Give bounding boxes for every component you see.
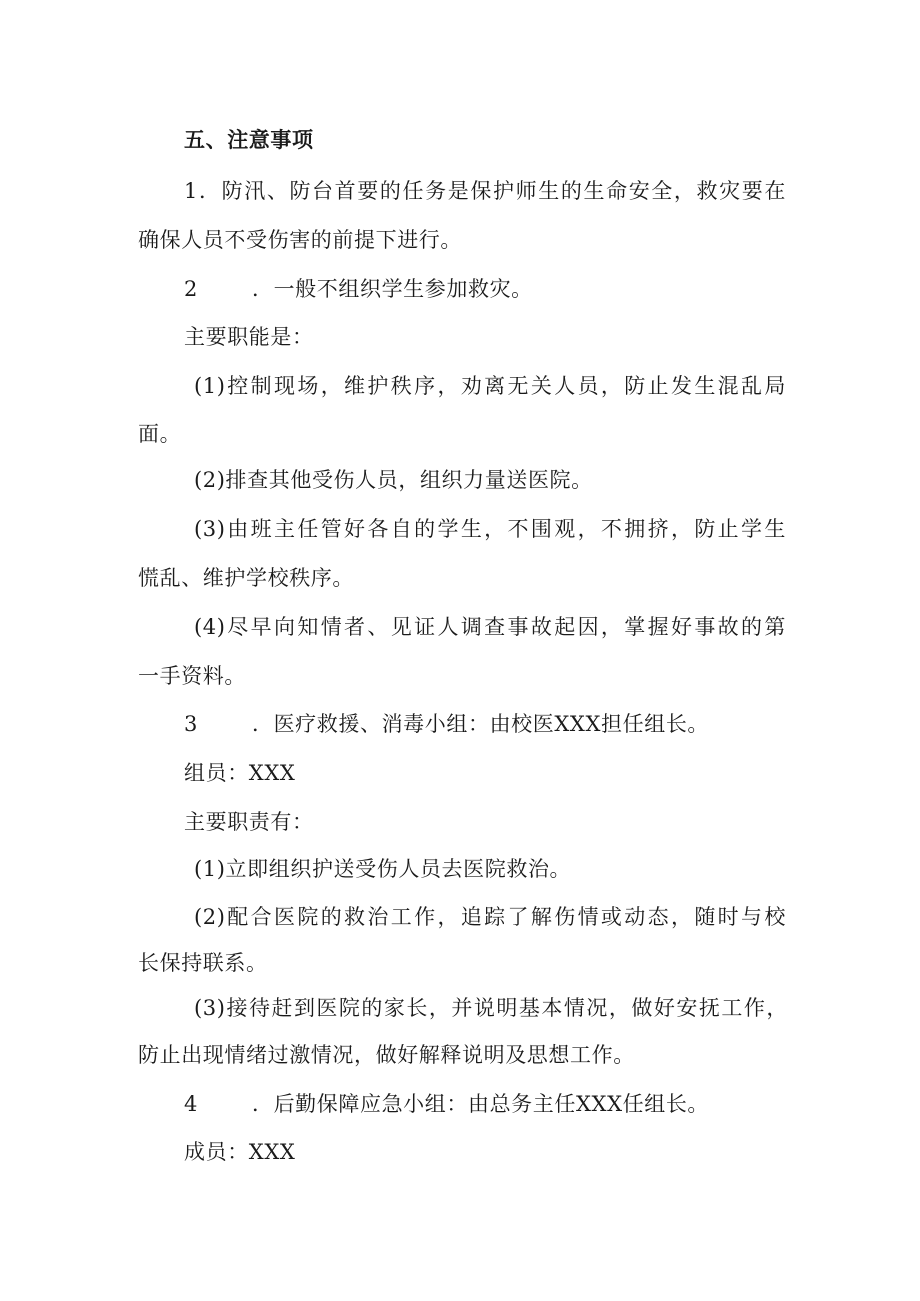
item2-duty2: (2)排查其他受伤人员，组织力量送医院。	[194, 468, 593, 492]
item2-duty-title: 主要职能是：	[184, 325, 314, 349]
item3-duty2-line2: 长保持联系。	[138, 951, 268, 975]
item3-duty2-line1: (2)配合医院的救治工作，追踪了解伤情或动态，随时与校	[194, 905, 786, 929]
item3-members: 组员：XXX	[184, 761, 296, 785]
item3-number: 3	[184, 712, 198, 736]
item3-heading	[184, 714, 709, 735]
item3-duty-title: 主要职责有：	[184, 810, 314, 834]
section-heading: 五、注意事项	[184, 128, 314, 152]
item3-duty3-line1: (3)接待赶到医院的家长，并说明基本情况，做好安抚工作，	[194, 996, 788, 1020]
item2-heading	[184, 279, 533, 300]
item4-text: ．后勤保障应急小组：由总务主任XXX任组长。	[251, 1092, 710, 1116]
item1-line1: 1．防汛、防台首要的任务是保护师生的生命安全，救灾要在	[184, 179, 786, 203]
item2-duty1-line1: (1)控制现场，维护秩序，劝离无关人员，防止发生混乱局	[194, 374, 786, 398]
item2-text: ．一般不组织学生参加救灾。	[251, 277, 533, 301]
item2-number: 2	[184, 277, 198, 301]
item4-number: 4	[184, 1092, 198, 1116]
item2-duty1-line2: 面。	[138, 422, 182, 446]
item2-duty4-line1: (4)尽早向知情者、见证人调查事故起因，掌握好事故的第	[194, 615, 786, 639]
item2-duty3-line2: 慌乱、维护学校秩序。	[138, 566, 354, 590]
item3-duty3-line2: 防止出现情绪过激情况，做好解释说明及思想工作。	[138, 1043, 635, 1067]
item2-duty3-line1: (3)由班主任管好各自的学生，不围观，不拥挤，防止学生	[194, 517, 786, 541]
item4-heading	[184, 1094, 709, 1115]
item4-members: 成员：XXX	[184, 1140, 296, 1164]
item2-duty4-line2: 一手资料。	[138, 664, 246, 688]
item3-text: ．医疗救援、消毒小组：由校医XXX担任组长。	[251, 712, 710, 736]
item3-duty1: (1)立即组织护送受伤人员去医院救治。	[194, 857, 572, 881]
item1-line2: 确保人员不受伤害的前提下进行。	[138, 228, 462, 252]
